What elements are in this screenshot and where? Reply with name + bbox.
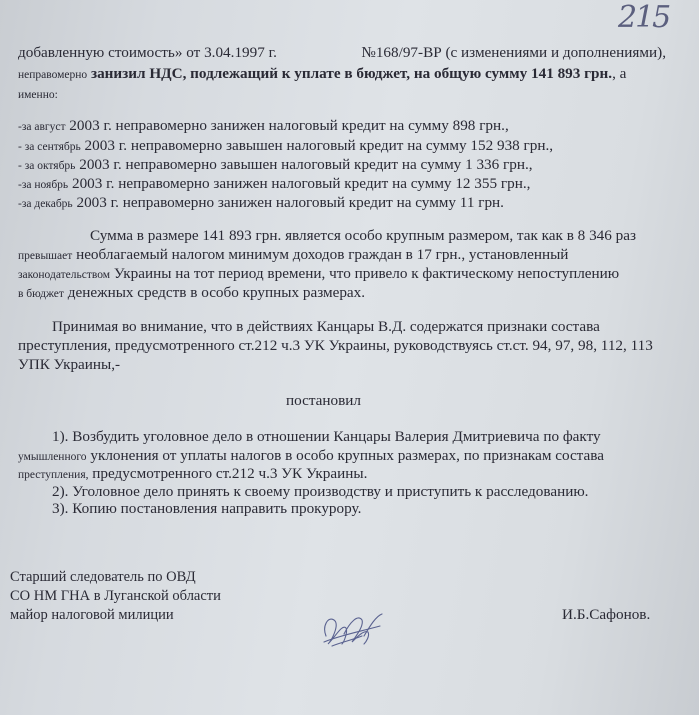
intro-line-1-b: №168/97-ВР (с изменениями и дополнениями), xyxy=(361,44,666,61)
list-item xyxy=(18,137,553,156)
para1-line-4 xyxy=(18,284,365,303)
page-number: 215 xyxy=(618,0,670,35)
list-item-text: 2003 г. неправомерно занижен налоговый кредит на сумму 898 грн., xyxy=(69,117,509,134)
resolution-1-line-3 xyxy=(18,465,367,484)
intro-line-2-bold: занизил НДС, подлежащий к уплате в бюджет, на общую сумму 141 893 грн. xyxy=(90,65,613,82)
resolution-3: 3). Копию постановления направить прокурору. xyxy=(52,500,362,517)
handwritten-signature xyxy=(318,606,388,652)
signer-title-1: Старший следователь по ОВД xyxy=(10,569,196,585)
list-item-prefix: -за август xyxy=(18,121,66,133)
resolution-1-line-2 xyxy=(18,447,604,466)
para1-line-3 xyxy=(18,265,619,284)
intro-line-1 xyxy=(18,44,666,62)
para1-line-3-text: Украины на тот период времени, что привело к фактическому непоступлению xyxy=(113,265,620,282)
para1-line-3-pre: законодательством xyxy=(18,269,111,281)
list-item-prefix: -за ноябрь xyxy=(18,179,69,191)
list-item xyxy=(18,117,509,136)
list-item-text: 2003 г. неправомерно завышен налоговый кредит на сумму 152 938 грн., xyxy=(84,137,554,154)
list-item-text: 2003 г. неправомерно завышен налоговый кредит на сумму 1 336 грн., xyxy=(79,156,533,173)
list-item-text: 2003 г. неправомерно занижен налоговый кредит на сумму 11 грн. xyxy=(76,194,504,211)
list-item-prefix: -за декабрь xyxy=(18,198,73,210)
list-item xyxy=(18,175,530,194)
signer-title-3: майор налоговой милиции xyxy=(10,607,174,623)
list-item-prefix: - за сентябрь xyxy=(18,141,81,153)
resolution-2: 2). Уголовное дело принять к своему производству и приступить к расследованию. xyxy=(52,483,589,500)
list-item xyxy=(18,194,504,213)
intro-line-3: именно: xyxy=(18,89,58,101)
resolution-1-line-2-text: уклонения от уплаты налогов в особо крупных размерах, по признакам состава xyxy=(90,447,604,464)
intro-line-2-pre: неправомерно xyxy=(18,69,88,81)
intro-line-2 xyxy=(18,65,626,84)
para1-line-2 xyxy=(18,246,568,265)
signer-name: И.Б.Сафонов. xyxy=(562,606,651,623)
para2-line-2: преступления, предусмотренного ст.212 ч.3 УК Украины, руководствуясь ст.ст. 94, 97, 98, 112, 113 xyxy=(18,337,653,354)
list-item-prefix: - за октябрь xyxy=(18,160,76,172)
list-item-text: 2003 г. неправомерно занижен налоговый кредит на сумму 12 355 грн., xyxy=(71,175,531,192)
resolution-1-line-2-pre: умышленного xyxy=(18,451,87,463)
resolution-1-line-3-text: предусмотренного ст.212 ч.3 УК Украины. xyxy=(92,465,368,482)
resolution-1-line-1: 1). Возбудить уголовное дело в отношении Канцары Валерия Дмитриевича по факту xyxy=(52,428,601,445)
para1-line-4-text: денежных средств в особо крупных размерах. xyxy=(67,284,366,301)
intro-line-2-post: , а xyxy=(612,65,627,82)
para1-line-1: Сумма в размере 141 893 грн. является особо крупным размером, так как в 8 346 раз xyxy=(90,227,636,244)
intro-line-1-a: добавленную стоимость» от 3.04.1997 г. xyxy=(18,44,277,61)
signer-title-2: СО НМ ГНА в Луганской области xyxy=(10,588,221,604)
resolution-1-line-3-pre: преступления, xyxy=(18,469,89,481)
resolved-heading: постановил xyxy=(286,392,362,409)
list-item xyxy=(18,156,533,175)
para1-line-2-pre: превышает xyxy=(18,250,73,262)
para2-line-3: УПК Украины,- xyxy=(18,356,121,373)
para1-line-4-pre: в бюджет xyxy=(18,288,64,300)
para2-line-1: Принимая во внимание, что в действиях Канцары В.Д. содержатся признаки состава xyxy=(52,318,600,335)
para1-line-2-text: необлагаемый налогом минимум доходов граждан в 17 грн., установленный xyxy=(76,246,569,263)
